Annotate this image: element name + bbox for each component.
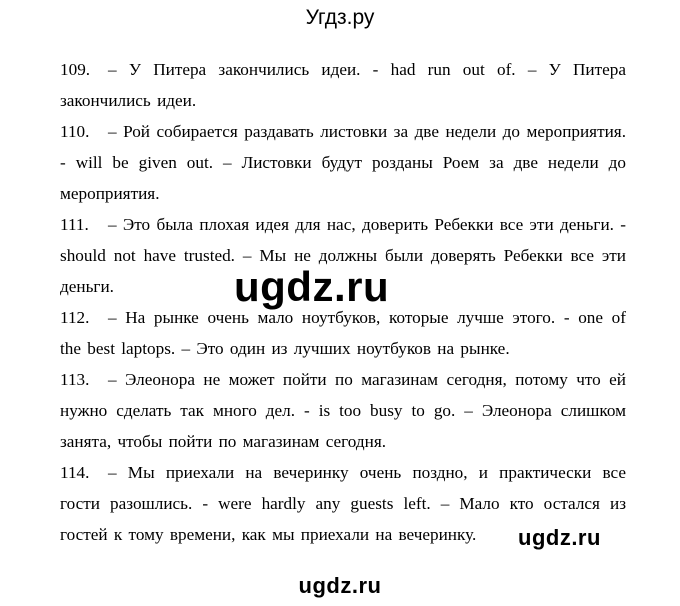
item-text: – Мы приехали на вечеринку очень поздно, и практически все гости разошлись. - were hardly any guests left. – Мало кто остался из гостей к тому времени, как мы приехали на вечеринку. <box>60 463 626 544</box>
watermark-small: ugdz.ru <box>518 525 601 550</box>
item-text: – У Питера закончились идеи. - had run out of. – У Питера закончились идеи. <box>60 60 626 110</box>
answer-item-112 <box>60 302 626 364</box>
item-number: 114. <box>60 463 90 482</box>
site-title: Угдз.ру <box>305 6 375 29</box>
watermark-large: ugdz.ru <box>234 263 390 310</box>
item-number: 111. <box>60 215 89 234</box>
answer-item-113 <box>60 364 626 457</box>
item-number: 109. <box>60 60 91 79</box>
item-text: – Рой собирается раздавать листовки за две недели до мероприятия. - will be given out. – Листовки будут розданы Роем за две недели до мероприятия. <box>60 122 626 203</box>
item-number: 110. <box>60 122 90 141</box>
answer-item-109 <box>60 54 626 116</box>
item-text: – Это была плохая идея для нас, доверить Ребекки все эти деньги. - should not have trusted. – Мы не должны были доверять Ребекки все эти деньги. <box>60 215 626 296</box>
watermark-footer: ugdz.ru <box>298 573 382 598</box>
item-number: 113. <box>60 370 90 389</box>
item-text: – Элеонора не может пойти по магазинам сегодня, потому что ей нужно сделать так много дел. - is too busy to go. – Элеонора слишком занята, чтобы пойти по магазинам сегодня. <box>60 370 626 451</box>
answer-item-110 <box>60 116 626 209</box>
item-number: 112. <box>60 308 90 327</box>
item-text: – На рынке очень мало ноутбуков, которые лучше этого. - one of the best laptops. – Это один из лучших ноутбуков на рынке. <box>60 308 626 358</box>
